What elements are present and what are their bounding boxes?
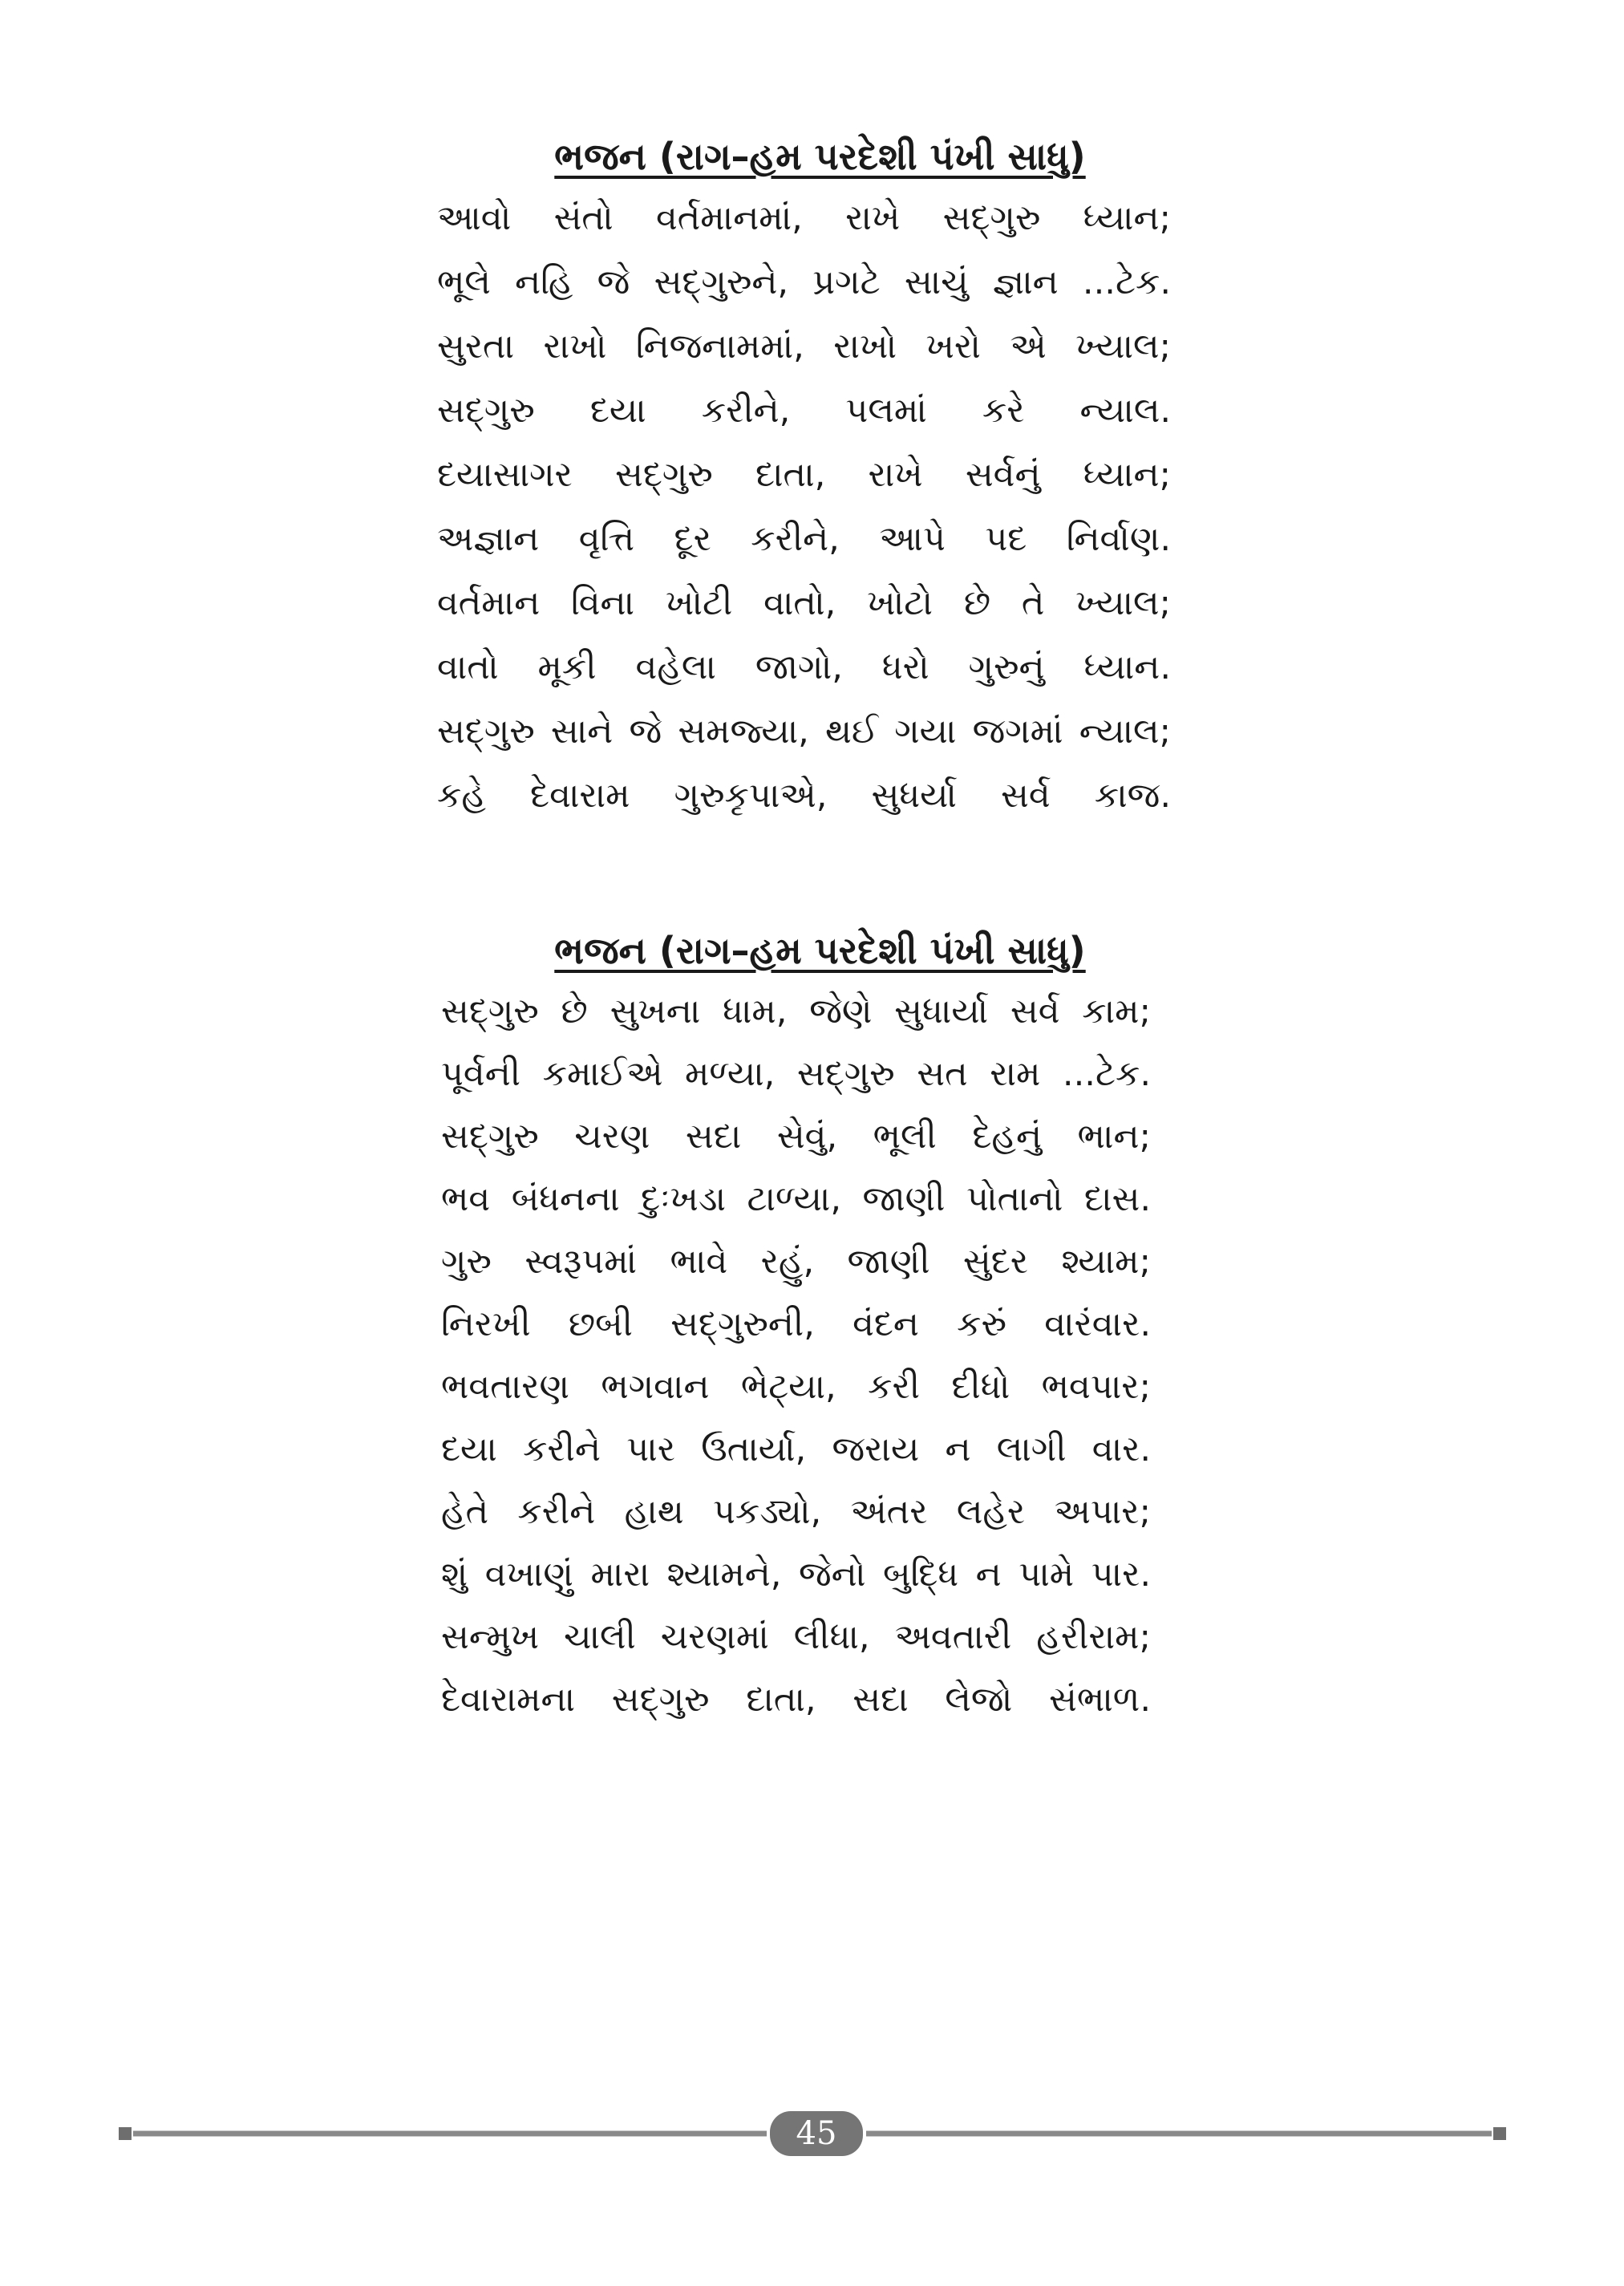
page-footer: [119, 2110, 1506, 2158]
verse-line: અજ્ઞાન વૃત્તિ દૂર કરીને, આપે પદ નિર્વાણ.: [437, 519, 1171, 559]
verse-line: શું વખાણું મારા શ્યામને, જેનો બુદ્ધિ ન પામે પાર.: [441, 1554, 1151, 1595]
verse-line: વાતો મૂકી વહેલા જાગો, ધરો ગુરુનું ધ્યાન.: [437, 647, 1171, 687]
footer-rule-left: [133, 2130, 767, 2137]
verse-line: સદ્‌ગુરુ ચરણ સદા સેવું, ભૂલી દેહનું ભાન;: [441, 1117, 1151, 1157]
verse-line: દેવારામના સદ્‌ગુરુ દાતા, સદા લેજો સંભાળ.: [441, 1680, 1151, 1720]
verse-line: દયાસાગર સદ્‌ગુરુ દાતા, રાખે સર્વનું ધ્યાન;: [437, 455, 1171, 495]
bhajan-2: [0, 922, 1624, 1731]
verse-line: ગુરુ સ્વરૂપમાં ભાવે રહું, જાણી સુંદર શ્યામ;: [441, 1242, 1151, 1282]
verse-line: સન્મુખ ચાલી ચરણમાં લીધા, અવતારી હરીરામ;: [441, 1617, 1151, 1657]
verse-line: ભૂલે નહિ જે સદ્‌ગુરુને, પ્રગટે સાચું જ્ઞાન ...ટેક.: [437, 262, 1171, 302]
bhajan-1-title: ભજન (રાગ–હમ પરદેશી પંખી સાધુ): [554, 135, 1086, 178]
verse-line: વર્તમાન વિના ખોટી વાતો, ખોટો છે તે ખ્યાલ;: [437, 583, 1171, 623]
verse-line: સુરતા રાખો નિજનામમાં, રાખો ખરો એ ખ્યાલ;: [437, 326, 1171, 367]
verse-line: દયા કરીને પાર ઉતાર્યા, જરાય ન લાગી વાર.: [441, 1429, 1151, 1469]
verse-line: પૂર્વની કમાઈએ મળ્યા, સદ્‌ગુરુ સત રામ ...ટેક.: [441, 1054, 1151, 1094]
verse-line: આવો સંતો વર્તમાનમાં, રાખે સદ્‌ગુરુ ધ્યાન;: [437, 198, 1171, 238]
verse-line: સદ્‌ગુરુ સાને જે સમજ્યા, થઈ ગયા જગમાં ન્યાલ;: [437, 711, 1171, 752]
verse-line: હેતે કરીને હાથ પકડ્યો, અંતર લહેર અપાર;: [441, 1492, 1151, 1532]
bhajan-1: [0, 128, 1624, 828]
bhajan-2-verses: [441, 980, 1151, 1731]
bhajan-1-verses: [437, 186, 1171, 828]
verse-line: કહે દેવારામ ગુરુકૃપાએ, સુધર્યા સર્વ કાજ.: [437, 776, 1171, 816]
verse-line: સદ્‌ગુરુ દયા કરીને, પલમાં કરે ન્યાલ.: [437, 391, 1171, 431]
verse-line: નિરખી છબી સદ્‌ગુરુની, વંદન કરું વારંવાર.: [441, 1304, 1151, 1344]
bhajan-2-title: ભજન (રાગ–હમ પરદેશી પંખી સાધુ): [554, 929, 1086, 972]
verse-line: ભવ બંધનના દુઃખડા ટાળ્યા, જાણી પોતાનો દાસ.: [441, 1179, 1151, 1219]
verse-line: સદ્‌ગુરુ છે સુખના ધામ, જેણે સુધાર્યા સર્વ કામ;: [441, 991, 1151, 1032]
footer-rule-right: [866, 2130, 1492, 2137]
verse-line: ભવતારણ ભગવાન ભેટ્યા, કરી દીધો ભવપાર;: [441, 1367, 1151, 1407]
footer-rule-cap-left: [119, 2127, 132, 2140]
footer-rule-cap-right: [1493, 2127, 1506, 2140]
page-number-badge: 45: [770, 2111, 863, 2156]
